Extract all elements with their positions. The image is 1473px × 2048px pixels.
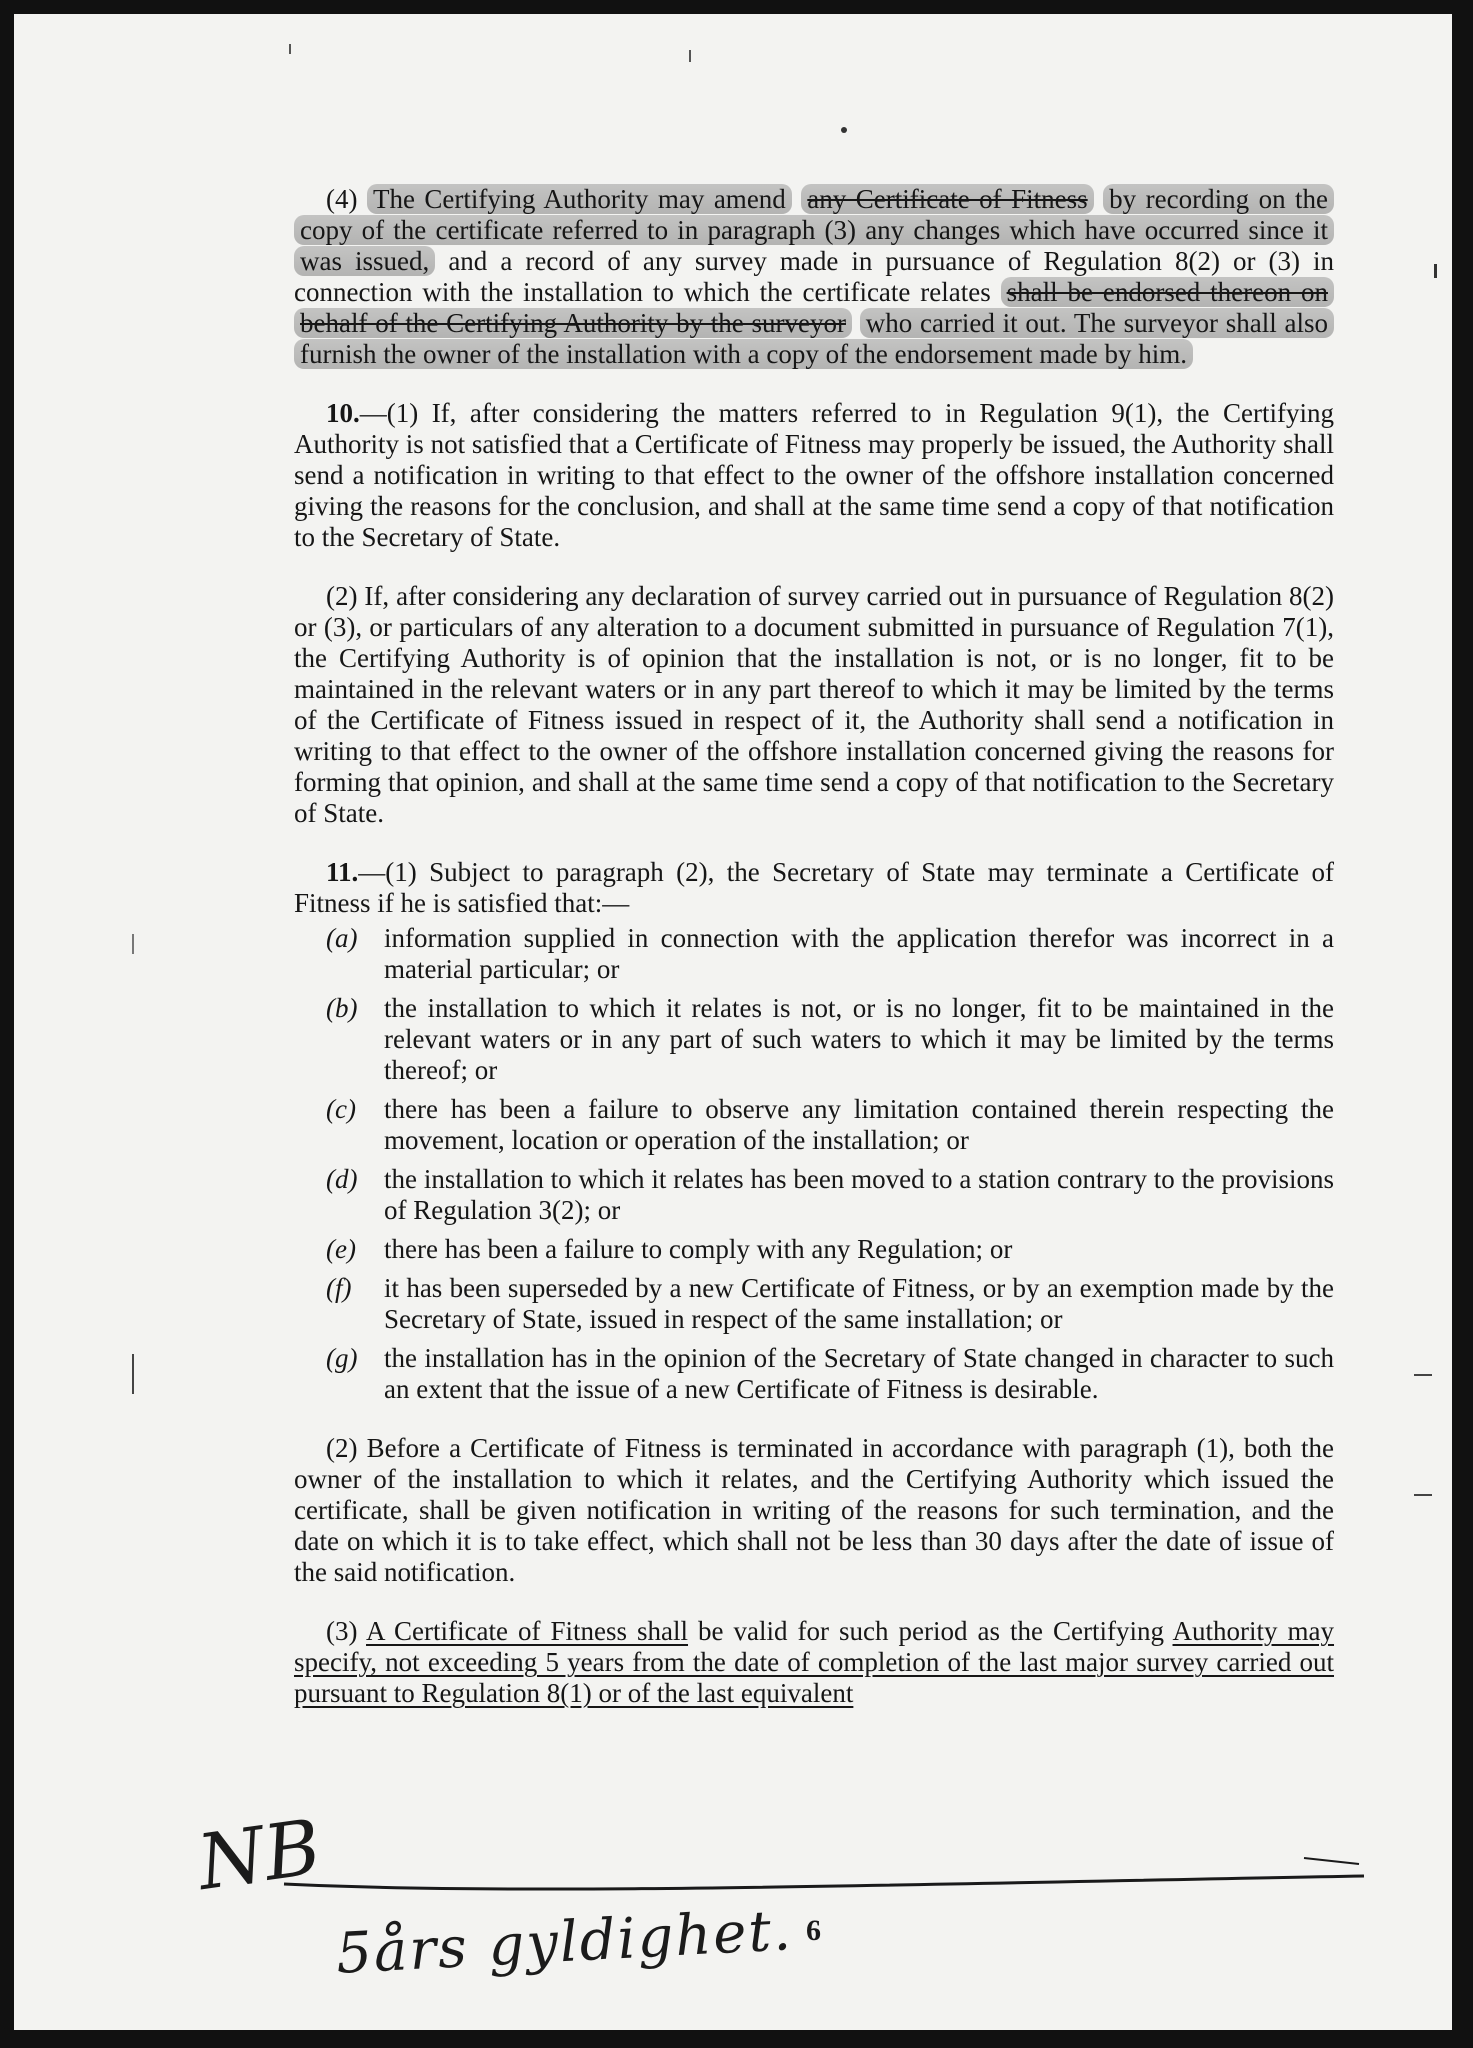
speck: [689, 50, 691, 62]
regulation-10-2: (2) If, after considering any declaration of survey carried out in pursuance of Regulation 8(2) or (3), or particulars of any alteration to a document submitted in pursuance of Regulation 7(1), the Certifying Authority is of opinion that the installation is not, or is no longer, fit to be maintained in the relevant waters or in any part thereof to which it may be limited by the terms of the Certificate of Fitness issued in respect of it, the Authority shall send a notification in writing to that effect to the owner of the offshore installation concerned giving the reasons for forming that opinion, and shall at the same time send a copy of that notification to the Secretary of State.: [294, 581, 1334, 828]
margin-mark: [1414, 1374, 1432, 1376]
margin-mark: [1414, 1494, 1432, 1496]
regulation-11-2: (2) Before a Certificate of Fitness is terminated in accordance with paragraph (1), both the owner of the installation to which it relates, and the Certifying Authority which issued the certificate, shall be given notification in writing of the reasons for such termination, and the date on which it is to take effect, which shall not be less than 30 days after the date of issue of the said notification.: [294, 1433, 1334, 1587]
item-text: the installation to which it relates has been moved to a station contrary to the provisions of Regulation 3(2); or: [384, 1164, 1334, 1225]
item-text: the installation has in the opinion of the Secretary of State changed in character to such an extent that the issue of a new Certificate of Fitness is desirable.: [384, 1343, 1334, 1404]
struck-highlighted-text: shall be endorsed thereon on behalf of the Certifying Authority by the surveyor: [294, 277, 1334, 338]
paragraph-number: (4): [326, 184, 358, 214]
underlined-text: Authority may specify, not exceeding 5 years from the date of completion of the last major survey carried out pursuant to Regulation 8(1) or of the last equivalent: [294, 1616, 1335, 1708]
regulation-number: 11.: [326, 857, 359, 887]
item-text: there has been a failure to comply with any Regulation; or: [384, 1234, 1013, 1264]
item-label: (c): [326, 1094, 356, 1124]
item-text: there has been a failure to observe any limitation contained therein respecting the movement, location or operation of the installation; or: [384, 1094, 1334, 1155]
margin-mark: [132, 1354, 134, 1394]
speck: [289, 44, 291, 54]
item-text: information supplied in connection with the application therefor was incorrect in a material particular; or: [384, 923, 1334, 984]
margin-mark: [132, 934, 134, 954]
plain-text: and a record of any survey made in pursuance of Regulation 8(2) or (3) in connection with the installation to which the certificate relates: [294, 246, 1335, 307]
speck: [841, 127, 847, 133]
item-label: (e): [326, 1234, 356, 1264]
regulation-number: 10.: [326, 398, 360, 428]
item-text: the installation to which it relates is not, or is no longer, fit to be maintained in the relevant waters or in any part of such waters to which it may be limited by the terms thereof; or: [384, 993, 1334, 1085]
item-label: (f): [326, 1273, 352, 1303]
highlighted-text: The Certifying Authority may amend: [367, 184, 792, 214]
regulation-text: —(1) Subject to paragraph (2), the Secretary of State may terminate a Certificate of Fitness if he is satisfied that:—: [294, 857, 1334, 918]
item-label: (d): [326, 1164, 358, 1194]
plain-text: be valid for such period as the Certifying: [698, 1616, 1164, 1646]
underlined-text: A Certificate of Fitness shall: [366, 1616, 689, 1646]
item-label: (g): [326, 1343, 358, 1373]
regulation-text: —(1) If, after considering the matters referred to in Regulation 9(1), the Certifying Authority is not satisfied that a Certificate of Fitness may properly be issued, the Authority shall send a notification in writing to that effect to the owner of the offshore installation concerned giving the reasons for the conclusion, and shall at the same time send a copy of that notification to the Secretary of State.: [294, 398, 1334, 552]
highlighted-text: by recording on the copy of the certificate referred to in paragraph (3) any changes which have occurred since it was issued,: [294, 184, 1334, 276]
pen-marks: [14, 14, 1452, 2030]
page-number: 6: [806, 1914, 821, 1947]
margin-mark: [1434, 264, 1437, 278]
pen-underline-stroke: [1304, 1858, 1359, 1864]
pen-underline-stroke: [284, 1876, 1364, 1889]
item-text: it has been superseded by a new Certificate of Fitness, or by an exemption made by the Secretary of State, issued in respect of the same installation; or: [384, 1273, 1334, 1334]
paragraph-number: (3): [326, 1616, 358, 1646]
handwritten-note: 5års gyldighet.: [334, 1898, 795, 1987]
item-label: (a): [326, 923, 358, 953]
struck-highlighted-text: any Certificate of Fitness: [801, 184, 1093, 214]
item-label: (b): [326, 993, 358, 1023]
handwritten-margin-note: NB: [192, 1801, 326, 1908]
document-page: [14, 14, 1452, 2030]
highlighted-text: who carried it out. The surveyor shall also furnish the owner of the installation with a copy of the endorsement made by him.: [294, 308, 1334, 369]
